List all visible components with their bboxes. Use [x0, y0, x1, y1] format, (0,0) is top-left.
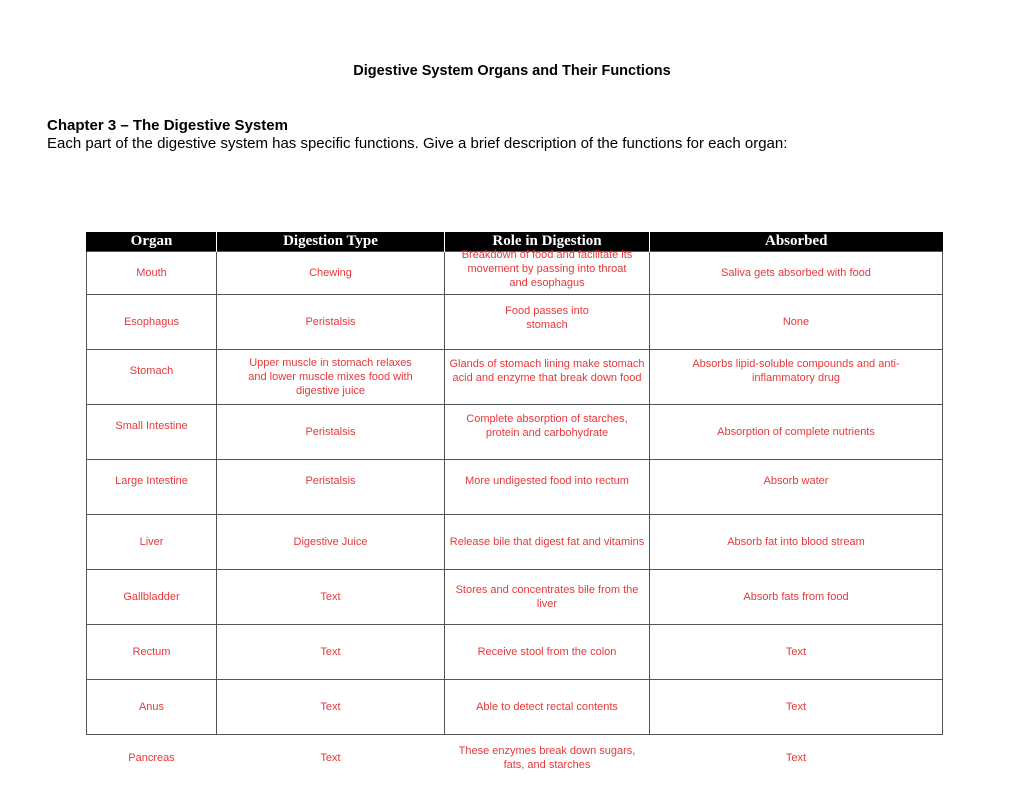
cell-role: These enzymes break down sugars, fats, and starches [445, 735, 650, 782]
table-row [87, 515, 943, 570]
organs-table [86, 232, 943, 781]
cell-type: Chewing [217, 252, 445, 295]
cell-role: Breakdown of food and facilitate its movement by passing into throat and esophagus [445, 252, 650, 295]
cell-absorbed: Absorbs lipid-soluble compounds and anti-inflammatory drug [650, 350, 943, 405]
cell-role: Stores and concentrates bile from the liver [445, 570, 650, 625]
cell-organ: Stomach [87, 350, 217, 405]
cell-role: Complete absorption of starches, protein and carbohydrate [445, 405, 650, 460]
cell-role: Release bile that digest fat and vitamins [445, 515, 650, 570]
table-row [87, 252, 943, 295]
cell-type: Digestive Juice [217, 515, 445, 570]
table-row [87, 625, 943, 680]
cell-organ: Rectum [87, 625, 217, 680]
table-row [87, 680, 943, 735]
page-title: Digestive System Organs and Their Functions [353, 63, 671, 79]
cell-organ: Liver [87, 515, 217, 570]
cell-absorbed: Absorb fats from food [650, 570, 943, 625]
cell-organ: Small Intestine [87, 405, 217, 460]
cell-role: Receive stool from the colon [445, 625, 650, 680]
table-row [87, 735, 943, 782]
cell-type: Peristalsis [217, 295, 445, 350]
cell-type: Text [217, 680, 445, 735]
cell-absorbed: Absorption of complete nutrients [650, 405, 943, 460]
table-row [87, 405, 943, 460]
cell-absorbed: None [650, 295, 943, 350]
table-row [87, 295, 943, 350]
cell-role: Food passes into stomach [445, 295, 650, 350]
table-row [87, 570, 943, 625]
instructions-text: Each part of the digestive system has specific functions. Give a brief description of the functions for each organ: [47, 135, 788, 152]
cell-type: Text [217, 735, 445, 782]
table-row [87, 460, 943, 515]
cell-type: Text [217, 625, 445, 680]
header-role: Role in Digestion [445, 232, 650, 252]
chapter-heading: Chapter 3 – The Digestive System [47, 117, 288, 134]
cell-absorbed: Saliva gets absorbed with food [650, 252, 943, 295]
cell-absorbed: Text [650, 625, 943, 680]
cell-organ: Pancreas [87, 735, 217, 782]
header-absorbed: Absorbed [650, 232, 943, 252]
header-organ: Organ [87, 232, 217, 252]
cell-type: Peristalsis [217, 460, 445, 515]
cell-role: Able to detect rectal contents [445, 680, 650, 735]
cell-organ: Anus [87, 680, 217, 735]
cell-role: Glands of stomach lining make stomach acid and enzyme that break down food [445, 350, 650, 405]
header-digestion-type: Digestion Type [217, 232, 445, 252]
cell-role: More undigested food into rectum [445, 460, 650, 515]
cell-type: Upper muscle in stomach relaxes and lower muscle mixes food with digestive juice [217, 350, 445, 405]
cell-organ: Large Intestine [87, 460, 217, 515]
cell-organ: Gallbladder [87, 570, 217, 625]
cell-absorbed: Text [650, 680, 943, 735]
table-row [87, 350, 943, 405]
cell-organ: Esophagus [87, 295, 217, 350]
cell-absorbed: Text [650, 735, 943, 782]
cell-absorbed: Absorb water [650, 460, 943, 515]
cell-type: Peristalsis [217, 405, 445, 460]
cell-type: Text [217, 570, 445, 625]
cell-organ: Mouth [87, 252, 217, 295]
cell-absorbed: Absorb fat into blood stream [650, 515, 943, 570]
